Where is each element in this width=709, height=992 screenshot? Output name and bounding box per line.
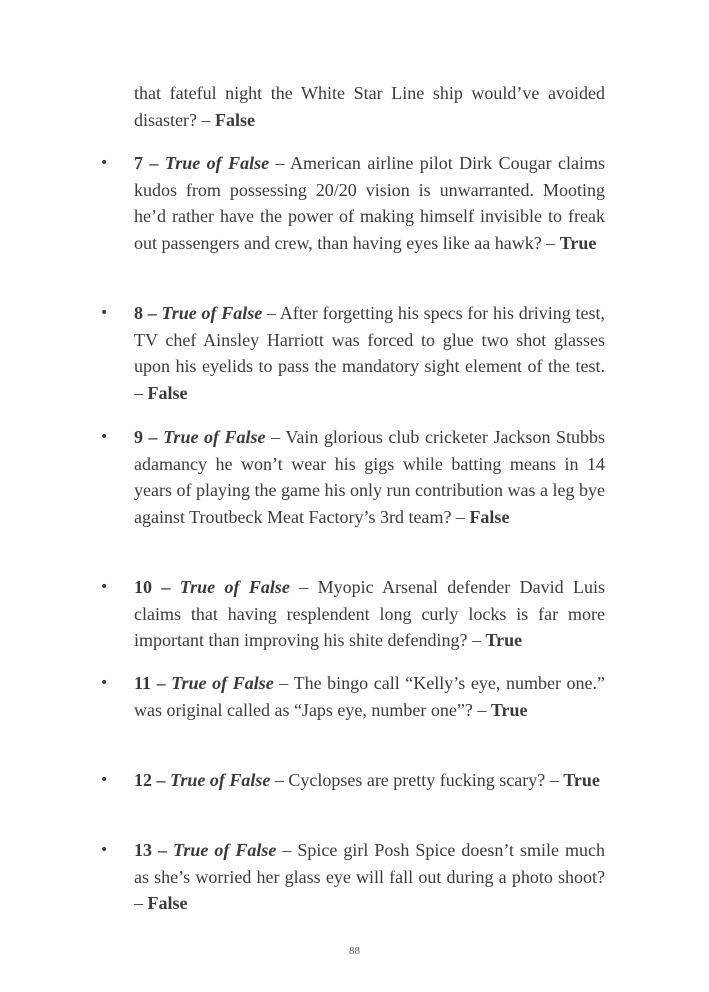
item-answer: True (559, 233, 597, 254)
item-dash: – (143, 427, 164, 447)
true-or-false-label: True of False (164, 153, 270, 173)
item-answer: False (147, 383, 188, 404)
bullet-icon: • (100, 429, 109, 445)
quiz-item-13 (134, 837, 605, 917)
item-number: 13 (134, 840, 152, 860)
item-answer: True (485, 630, 523, 651)
quiz-item-10 (134, 574, 605, 654)
continuation-text: that fateful night the White Star Line ship would’ve avoided disaster? – (134, 83, 605, 130)
item-dash: – (152, 840, 174, 860)
quiz-item-12 (134, 767, 605, 794)
bullet-icon: • (100, 579, 109, 595)
continuation-answer: False (214, 109, 255, 130)
item-number: 11 (134, 673, 152, 693)
bullet-icon: • (100, 155, 109, 171)
bullet-icon: • (100, 675, 109, 691)
quiz-item-7 (134, 150, 605, 257)
item-number: 8 (134, 303, 143, 323)
item-number: 7 (134, 153, 143, 173)
item-text: – Spice girl Posh Spice doesn’t smile much as she’s worried her glass eye will fall out during a photo shoot? – (134, 840, 606, 914)
true-or-false-label: True of False (170, 770, 271, 790)
item-text: – Myopic Arsenal defender David Luis claims that having resplendent long curly locks is far more important than improving his shite defending? – (134, 577, 605, 651)
item-dash: – (152, 577, 180, 597)
item-number: 9 (134, 427, 143, 447)
bullet-icon: • (100, 772, 109, 788)
item-text: – The bingo call “Kelly’s eye, number one.” was original called as “Japs eye, number one”? – (134, 673, 606, 720)
item-dash: – (152, 770, 170, 790)
bullet-icon: • (100, 842, 109, 858)
continuation-paragraph (134, 80, 605, 133)
item-text: – After forgetting his specs for his driving test, TV chef Ainsley Harriott was forced to glue two shot glasses upon his eyelids to pass the mandatory sight element of the test. – (134, 303, 605, 404)
item-number: 12 (134, 770, 152, 790)
quiz-item-11 (134, 670, 605, 723)
true-or-false-label: True of False (173, 840, 277, 860)
true-or-false-label: True of False (161, 303, 263, 323)
item-answer: True (563, 770, 600, 790)
item-answer: True (490, 699, 528, 720)
item-text: – Cyclopses are pretty fucking scary? – (270, 770, 564, 790)
quiz-item-8 (134, 300, 605, 407)
true-or-false-label: True of False (163, 427, 266, 447)
item-number: 10 (134, 577, 152, 597)
item-dash: – (143, 153, 165, 173)
item-answer: False (469, 507, 510, 528)
bullet-icon: • (100, 305, 109, 321)
true-or-false-label: True of False (179, 577, 290, 597)
quiz-item-9 (134, 424, 605, 531)
item-dash: – (151, 673, 172, 693)
item-text: – Vain glorious club cricketer Jackson Stubbs adamancy he won’t wear his gigs while batting means in 14 years of playing the game his only run contribution was a leg bye against Troutbeck Meat Factory’s 3rd team? – (134, 427, 606, 528)
item-answer: False (147, 893, 188, 914)
true-or-false-label: True of False (171, 673, 274, 693)
item-dash: – (143, 303, 162, 323)
item-text: – American airline pilot Dirk Cougar claims kudos from possessing 20/20 vision is unwarranted. Mooting he’d rather have the power of making himself invisible to freak out passengers and crew, than having eyes like aa hawk? – (134, 153, 606, 254)
page-number: 88 (349, 945, 360, 957)
